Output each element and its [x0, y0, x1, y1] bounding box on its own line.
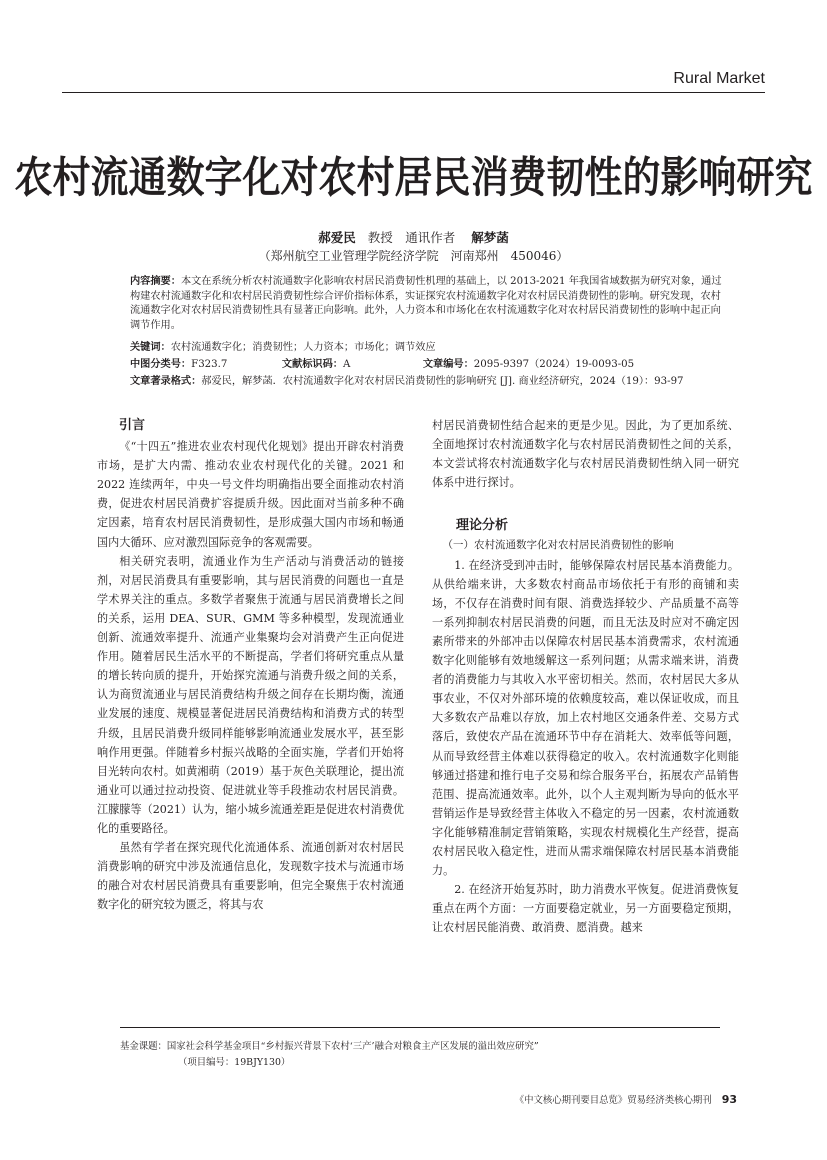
footnote-rule [120, 1027, 720, 1028]
citation-text: 郝爱民，解梦菡．农村流通数字化对农村居民消费韧性的影响研究 [J]. 商业经济研究，2024（19）：93-97 [201, 376, 684, 387]
article-number-value: 2095-9397（2024）19-0093-05 [473, 359, 635, 370]
funding-number: （项目编号：19BJY130） [178, 1057, 291, 1068]
citation-format [130, 375, 730, 390]
funding-label: 基金课题： [120, 1041, 167, 1052]
journal-core-note: 《中文核心期刊要目总览》贸易经济类核心期刊 [514, 1095, 712, 1106]
clc-label: 中图分类号： [130, 359, 192, 370]
author-name-1: 郝爱民 [318, 230, 356, 245]
clc-value: F323.7 [191, 359, 228, 370]
funding-note [120, 1039, 539, 1071]
affiliation: （郑州航空工业管理学院经济学院 河南郑州 450046） [258, 249, 569, 263]
subsection-heading: （一）农村流通数字化对农村居民消费韧性的影响 [442, 539, 674, 552]
left-column [97, 416, 404, 914]
author-line [0, 228, 827, 246]
keywords-text: 农村流通数字化；消费韧性；人力资本；市场化；调节效应 [170, 342, 436, 353]
doc-code-label: 文献标识码： [281, 359, 343, 370]
author-name-2: 解梦菡 [471, 230, 509, 245]
abstract-label: 内容摘要： [130, 276, 181, 287]
header-rule [62, 92, 765, 93]
paragraph: 《“十四五”推进农业农村现代化规划》提出开辟农村消费市场，是扩大内需、推动农业农村现代化的关键。2021 和 2022 连续两年，中央一号文件均明确指出要全面推动农村消费，促进农村居民消费扩容提质升级。因此面对当前多种不确定因素，培育农村居民消费韧性，是形成强大国内市场和畅通国内大循环、应对激烈国际竞争的客观需要。 [97, 440, 404, 549]
page-footer [515, 1092, 737, 1106]
paragraph: 相关研究表明，流通业作为生产活动与消费活动的链接剂，对居民消费具有重要影响，其与居民消费的问题也一直是学术界关注的重点。多数学者聚焦于流通与居民消费增长之间的关系，运用 DEA、SUR、GMM 等多种模型，发现流通业创新、流通效率提升、流通产业集聚均会对消费产生正向促进作用。随着居民生活水平的不断提高，学者们将研究重点从量的增长转向质的提升，开始探究流通与消费升级之间的关系，认为商贸流通业与居民消费结构升级之间存在长期均衡，流通业发展的速度、规模显著促进居民消费结构和消费方式的转型升级，且居民消费升级同样能够影响流通业发展水平，甚至影响作用更强。伴随着乡村振兴战略的全面实施，学者们开始将目光转向农村。如黄湘萌（2019）基于灰色关联理论，提出流通业可以通过拉动投资、促进就业等手段推动农村居民消费。江朦朦等（2021）认为，缩小城乡流通差距是促进农村消费优化的重要路径。 [97, 554, 404, 835]
abstract [130, 275, 730, 333]
keywords [130, 341, 730, 356]
article-number-label: 文章编号： [422, 359, 474, 370]
citation-label: 文章著录格式： [130, 376, 202, 387]
abstract-text: 本文在系统分析农村流通数字化影响农村居民消费韧性机理的基础上，以 2013-2021 年我国省域数据为研究对象，通过构建农村流通数字化和农村居民消费韧性综合评价指标体系，实证探究农村流通数字化对农村居民消费韧性的影响。研究发现，农村流通数字化对农村居民消费韧性具有显著正向影响。此外，人力资本和市场化在农村流通数字化对农村居民消费韧性的影响中起正向调节作用。 [130, 276, 722, 331]
section-heading-intro: 引言 [119, 418, 146, 433]
right-column [432, 416, 739, 937]
article-title: 农村流通数字化对农村居民消费韧性的影响研究 [14, 151, 813, 203]
paragraph: 村居民消费韧性结合起来的更是少见。因此，为了更加系统、全面地探讨农村流通数字化与农村居民消费韧性之间的关系，本文尝试将农村流通数字化与农村居民消费韧性纳入同一研究体系中进行探讨。 [432, 419, 739, 490]
paragraph: 1. 在经济受到冲击时，能够保障农村居民基本消费能力。从供给端来讲，大多数农村商品市场依托于有形的商铺和卖场，不仅存在消费时间有限、消费选择较少、产品质量不高等一系列抑制农村居民消费的问题，而且无法及时应对不确定因素所带来的外部冲击以保障农村居民基本消费需求，农村流通数字化则能够有效地缓解这一系列问题；从需求端来讲，消费者的消费能力与其收入水平密切相关。然而，农村居民大多从事农业，不仅对外部环境的依赖度较高，难以保证收成，而且大多数农产品难以存放，加上农村地区交通条件差、交易方式落后，致使农产品在流通环节中存在消耗大、效率低等问题，从而导致经营主体难以获得稳定的收入。农村流通数字化则能够通过搭建和推行电子交易和综合服务平台，拓展农产品销售范围、提高流通效率。此外，以个人主观判断为导向的低水平营销运作是导致经营主体收入不稳定的另一因素，农村流通数字化能够精准制定营销策略，实现农村规模化生产经营，提高农村居民收入稳定性，进而从需求端保障农村居民基本消费能力。 [432, 558, 739, 878]
classification-line [130, 358, 730, 373]
doc-code-value: A [342, 359, 351, 370]
keywords-label: 关键词： [130, 342, 171, 353]
journal-section-label: Rural Market [673, 70, 765, 87]
author-role: 教授 通讯作者 [367, 230, 456, 245]
page-number: 93 [721, 1093, 737, 1106]
section-heading-theory: 理论分析 [456, 518, 509, 534]
paragraph: 虽然有学者在探究现代化流通体系、流通创新对农村居民消费影响的研究中涉及流通信息化，发现数字技术与流通市场的融合对农村居民消费具有重要影响，但完全聚焦于农村流通数字化的研究较为匮乏，将其与农 [97, 841, 404, 912]
paragraph: 2. 在经济开始复苏时，助力消费水平恢复。促进消费恢复重点在两个方面：一方面要稳定就业，另一方面要稳定预期，让农村居民能消费、敢消费、愿消费。越来 [432, 883, 739, 935]
funding-text: 国家社会科学基金项目“乡村振兴背景下农村‘三产’融合对粮食主产区发展的溢出效应研究” [166, 1041, 539, 1052]
